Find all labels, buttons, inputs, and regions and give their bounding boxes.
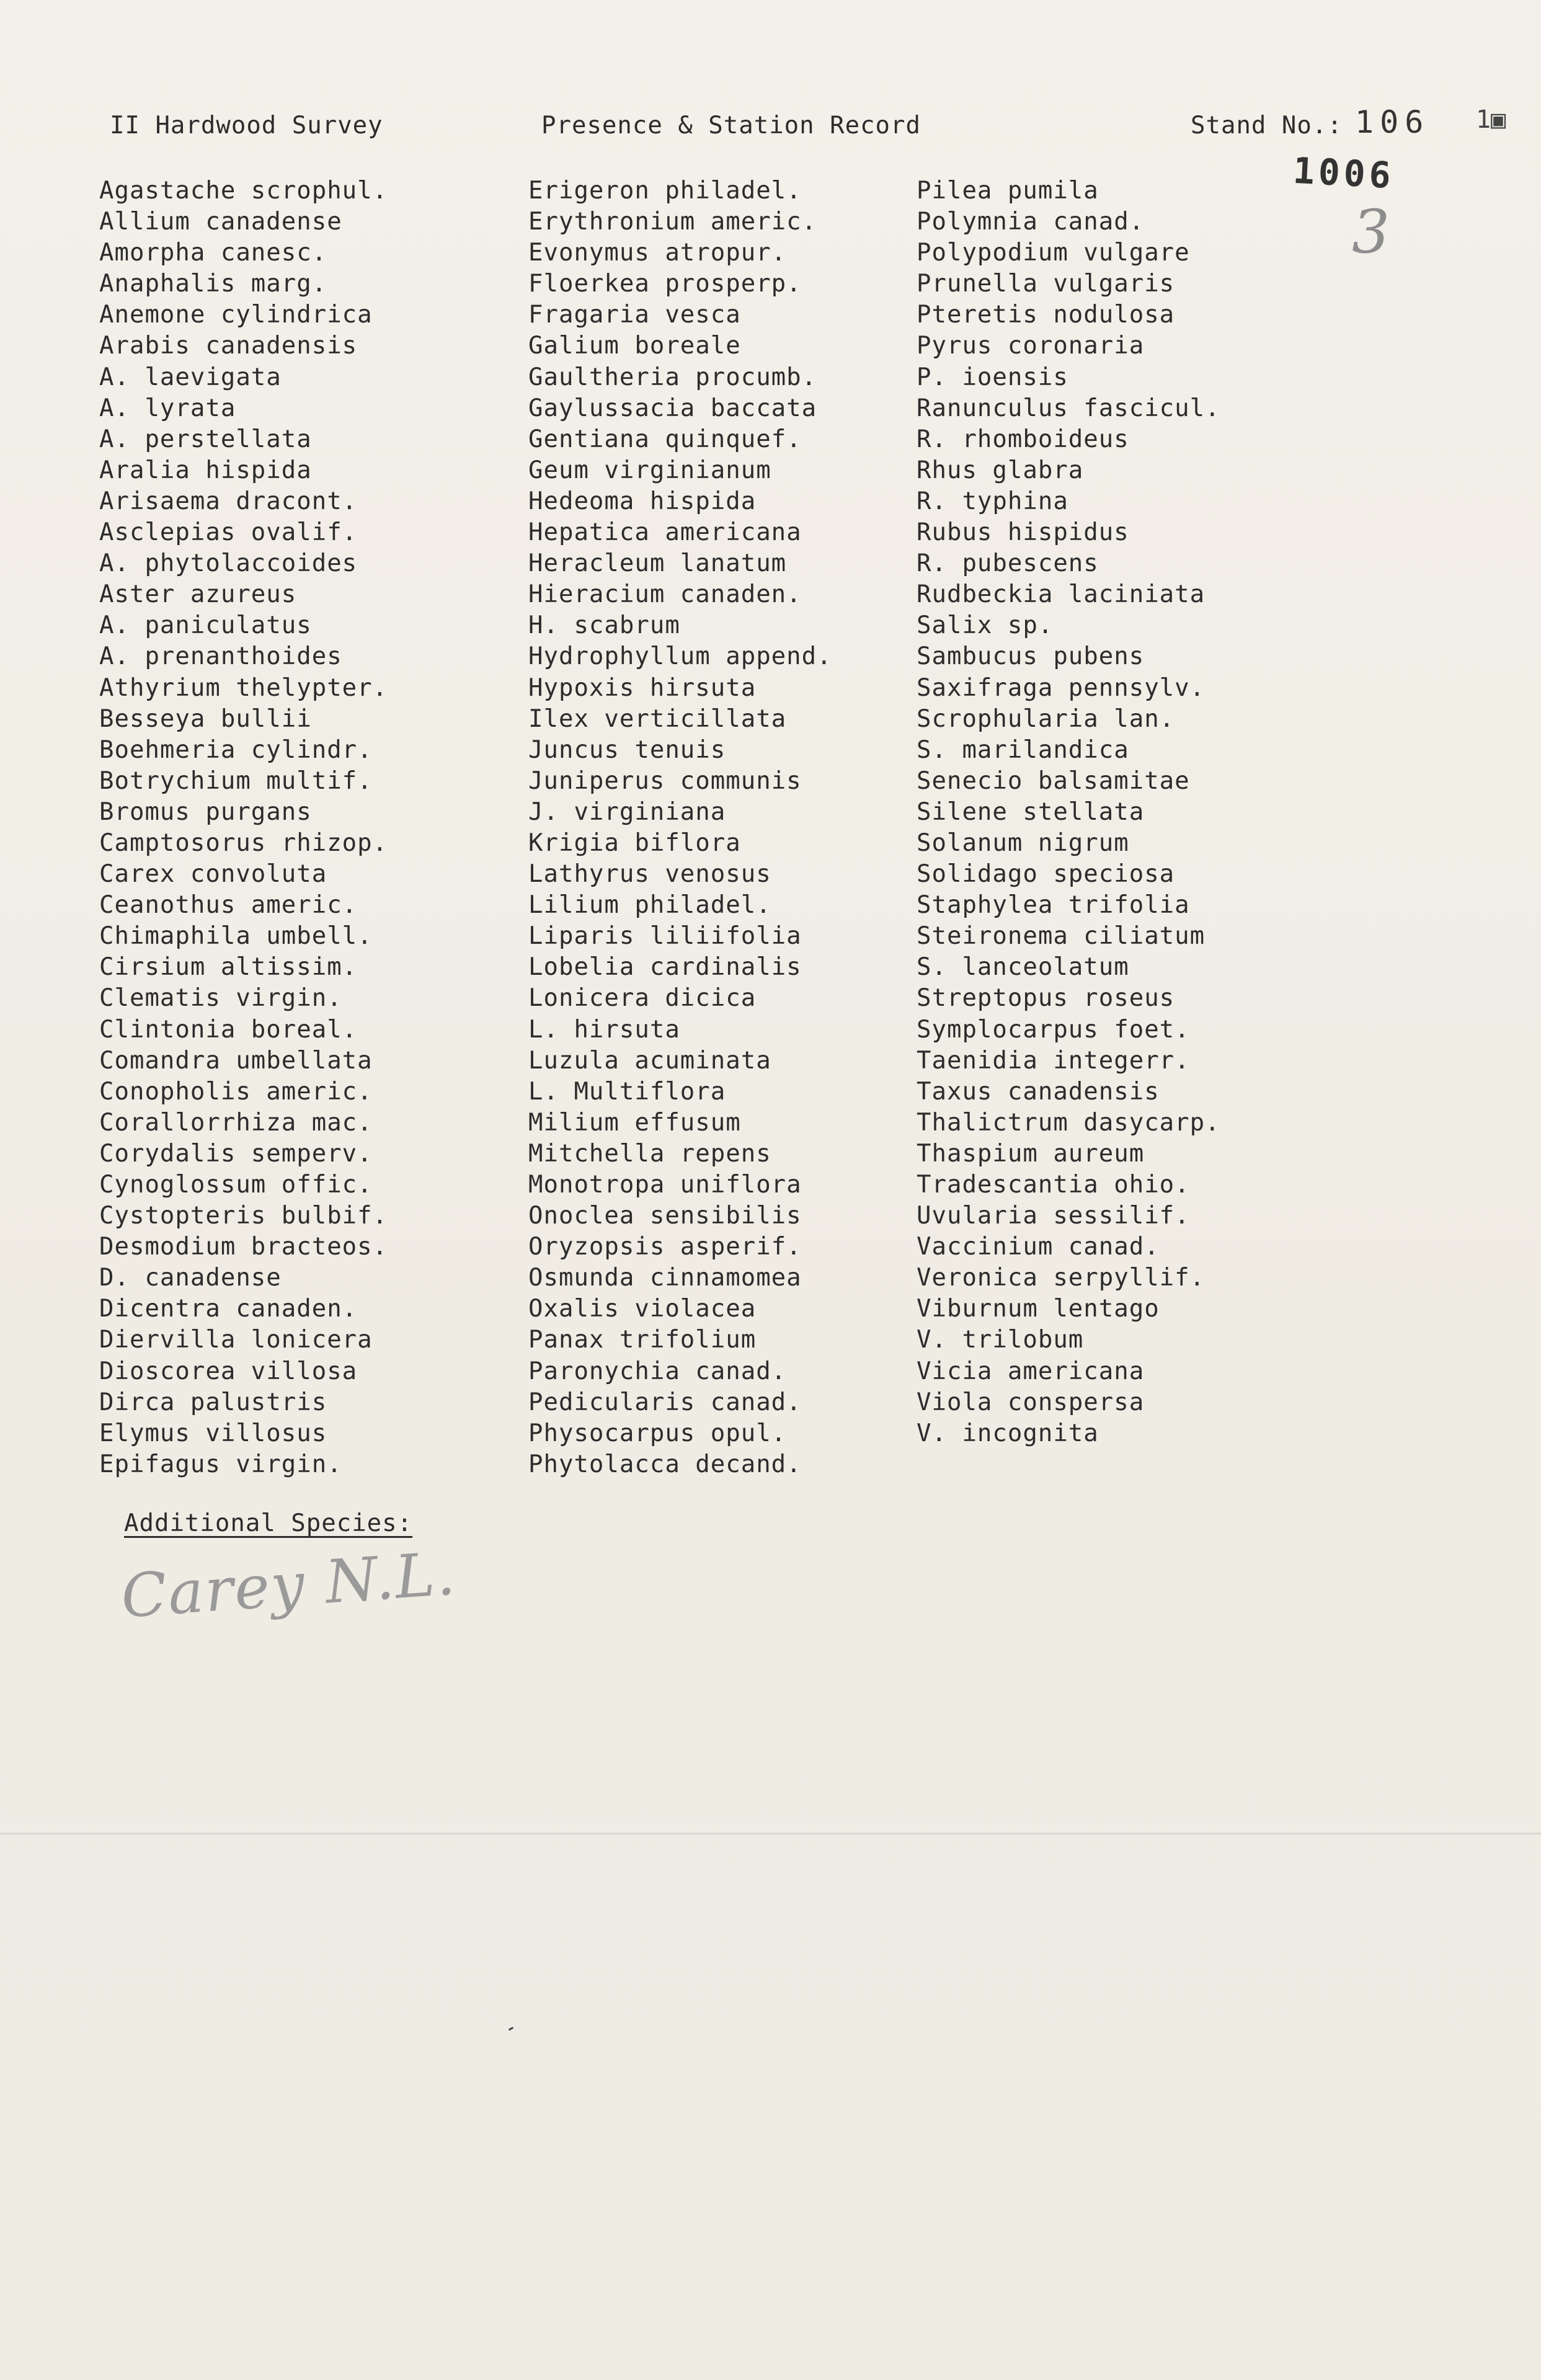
species-entry: Sambucus pubens (917, 642, 1145, 671)
species-entry: Thalictrum dasycarp. (917, 1108, 1220, 1137)
stamped-number: 1006 (1292, 149, 1396, 197)
species-entry: Pyrus coronaria (917, 332, 1145, 360)
species-entry: Galium boreale (528, 332, 741, 360)
species-entry: Athyrium thelypter. (99, 673, 388, 702)
species-entry: Rhus glabra (917, 456, 1084, 484)
species-entry: Asclepias ovalif. (99, 518, 358, 547)
species-entry: Conopholis americ. (99, 1077, 373, 1106)
species-entry: Boehmeria cylindr. (99, 735, 373, 764)
species-entry: Geum virginianum (528, 456, 771, 484)
species-entry: Hieracium canaden. (528, 580, 802, 609)
paper-fold-line (0, 1832, 1541, 1835)
species-entry: R. rhomboideus (917, 425, 1129, 453)
survey-title: II Hardwood Survey (110, 112, 383, 140)
species-entry: Comandra umbellata (99, 1046, 373, 1075)
species-entry: Vicia americana (917, 1357, 1145, 1385)
species-entry: A. perstellata (99, 425, 312, 453)
species-column-3 (917, 175, 1220, 1449)
species-entry: Floerkea prosperp. (528, 270, 802, 298)
species-entry: Veronica serpyllif. (917, 1264, 1206, 1292)
handwritten-note: Carey N.L. (118, 1539, 459, 1632)
species-entry: Panax trifolium (528, 1326, 757, 1354)
species-entry: Anaphalis marg. (99, 270, 327, 298)
species-entry: Pedicularis canad. (528, 1388, 802, 1416)
species-entry: Taxus canadensis (917, 1077, 1160, 1106)
pencil-number: 3 (1352, 197, 1390, 267)
stand-number-value: 106 (1355, 104, 1430, 140)
species-entry: Thaspium aureum (917, 1139, 1145, 1168)
species-entry: Oxalis violacea (528, 1295, 757, 1323)
species-entry: Cirsium altissim. (99, 953, 358, 982)
species-entry: Lilium philadel. (528, 891, 771, 920)
record-title: Presence & Station Record (541, 112, 921, 140)
species-entry: Epifagus virgin. (99, 1450, 342, 1478)
species-entry: Monotropa uniflora (528, 1171, 802, 1199)
species-entry: Vaccinium canad. (917, 1233, 1160, 1261)
species-entry: L. hirsuta (528, 1015, 680, 1044)
species-entry: Arisaema dracont. (99, 487, 358, 515)
species-entry: Ilex verticillata (528, 704, 787, 733)
species-entry: Symplocarpus foet. (917, 1015, 1190, 1044)
species-entry: Streptopus roseus (917, 984, 1175, 1013)
species-entry: Polypodium vulgare (917, 239, 1190, 267)
species-entry: Tradescantia ohio. (917, 1171, 1190, 1199)
species-entry: Hydrophyllum append. (528, 642, 832, 671)
species-entry: Aralia hispida (99, 456, 312, 484)
species-entry: Salix sp. (917, 611, 1054, 640)
species-entry: Solanum nigrum (917, 828, 1129, 857)
species-entry: Evonymus atropur. (528, 239, 787, 267)
species-column-1 (99, 175, 388, 1480)
species-entry: Cynoglossum offic. (99, 1171, 373, 1199)
species-entry: Erythronium americ. (528, 208, 817, 236)
species-entry: A. paniculatus (99, 611, 312, 640)
species-entry: Saxifraga pennsylv. (917, 673, 1206, 702)
stand-number-label: Stand No.: (1191, 112, 1343, 140)
species-entry: Hedeoma hispida (528, 487, 757, 515)
species-entry: Dirca palustris (99, 1388, 327, 1416)
species-entry: Staphylea trifolia (917, 891, 1190, 920)
species-entry: Lathyrus venosus (528, 860, 771, 889)
species-entry: Chimaphila umbell. (99, 922, 373, 951)
species-entry: Steironema ciliatum (917, 922, 1206, 951)
species-entry: Erigeron philadel. (528, 177, 802, 205)
additional-species-label: Additional Species: (124, 1509, 413, 1537)
species-entry: Pilea pumila (917, 177, 1099, 205)
species-entry: L. Multiflora (528, 1077, 726, 1106)
species-entry: Viburnum lentago (917, 1295, 1160, 1323)
species-entry: Fragaria vesca (528, 301, 741, 329)
species-entry: Phytolacca decand. (528, 1450, 802, 1478)
species-entry: Carex convoluta (99, 860, 327, 889)
species-entry: Scrophularia lan. (917, 704, 1175, 733)
species-entry: Lonicera dicica (528, 984, 757, 1013)
species-entry: Polymnia canad. (917, 208, 1145, 236)
species-entry: J. virginiana (528, 797, 726, 826)
species-entry: Rudbeckia laciniata (917, 580, 1206, 609)
species-entry: Dicentra canaden. (99, 1295, 358, 1323)
species-entry: Lobelia cardinalis (528, 953, 802, 982)
species-entry: Uvularia sessilif. (917, 1202, 1190, 1230)
species-entry: A. phytolaccoides (99, 549, 358, 578)
species-entry: Juniperus communis (528, 766, 802, 795)
species-entry: Dioscorea villosa (99, 1357, 358, 1385)
species-entry: Milium effusum (528, 1108, 741, 1137)
species-entry: Botrychium multif. (99, 766, 373, 795)
species-entry: Gaylussacia baccata (528, 394, 817, 422)
species-entry: Agastache scrophul. (99, 177, 388, 205)
species-entry: Cystopteris bulbif. (99, 1202, 388, 1230)
species-entry: R. pubescens (917, 549, 1099, 578)
species-entry: V. trilobum (917, 1326, 1084, 1354)
species-entry: Paronychia canad. (528, 1357, 787, 1385)
species-entry: Osmunda cinnamomea (528, 1264, 802, 1292)
species-entry: Gentiana quinquef. (528, 425, 802, 453)
species-entry: D. canadense (99, 1264, 282, 1292)
species-entry: H. scabrum (528, 611, 680, 640)
species-entry: S. marilandica (917, 735, 1129, 764)
species-entry: Mitchella repens (528, 1139, 771, 1168)
species-entry: Diervilla lonicera (99, 1326, 373, 1354)
species-entry: Physocarpus opul. (528, 1419, 787, 1447)
species-entry: Viola conspersa (917, 1388, 1145, 1416)
species-entry: Gaultheria procumb. (528, 363, 817, 391)
species-entry: Onoclea sensibilis (528, 1202, 802, 1230)
species-entry: Clematis virgin. (99, 984, 342, 1013)
species-entry: Krigia biflora (528, 828, 741, 857)
species-entry: Rubus hispidus (917, 518, 1129, 547)
species-entry: Silene stellata (917, 797, 1145, 826)
species-entry: Solidago speciosa (917, 860, 1175, 889)
species-entry: Desmodium bracteos. (99, 1233, 388, 1261)
species-entry: Amorpha canesc. (99, 239, 327, 267)
species-entry: Luzula acuminata (528, 1046, 771, 1075)
corner-mark: 1▣ (1476, 105, 1506, 134)
species-entry: Clintonia boreal. (99, 1015, 358, 1044)
species-entry: Corydalis semperv. (99, 1139, 373, 1168)
species-entry: Corallorrhiza mac. (99, 1108, 373, 1137)
species-entry: Anemone cylindrica (99, 301, 373, 329)
species-entry: Bromus purgans (99, 797, 312, 826)
species-column-2 (528, 175, 832, 1480)
species-entry: Pteretis nodulosa (917, 301, 1175, 329)
species-entry: Hypoxis hirsuta (528, 673, 757, 702)
species-entry: Allium canadense (99, 208, 342, 236)
species-entry: Arabis canadensis (99, 332, 358, 360)
species-entry: Taenidia integerr. (917, 1046, 1190, 1075)
species-entry: Aster azureus (99, 580, 297, 609)
ink-speck (508, 2027, 513, 2031)
species-entry: P. ioensis (917, 363, 1068, 391)
species-entry: Ranunculus fascicul. (917, 394, 1220, 422)
species-entry: A. lyrata (99, 394, 236, 422)
species-entry: Juncus tenuis (528, 735, 726, 764)
species-entry: S. lanceolatum (917, 953, 1129, 982)
species-entry: Besseya bullii (99, 704, 312, 733)
species-entry: R. typhina (917, 487, 1068, 515)
species-entry: Liparis liliifolia (528, 922, 802, 951)
species-entry: V. incognita (917, 1419, 1099, 1447)
species-entry: Prunella vulgaris (917, 270, 1175, 298)
species-entry: Ceanothus americ. (99, 891, 358, 920)
species-entry: A. laevigata (99, 363, 282, 391)
species-entry: Hepatica americana (528, 518, 802, 547)
species-entry: A. prenanthoides (99, 642, 342, 671)
species-entry: Senecio balsamitae (917, 766, 1190, 795)
species-entry: Camptosorus rhizop. (99, 828, 388, 857)
species-entry: Oryzopsis asperif. (528, 1233, 802, 1261)
species-entry: Heracleum lanatum (528, 549, 787, 578)
species-entry: Elymus villosus (99, 1419, 327, 1447)
